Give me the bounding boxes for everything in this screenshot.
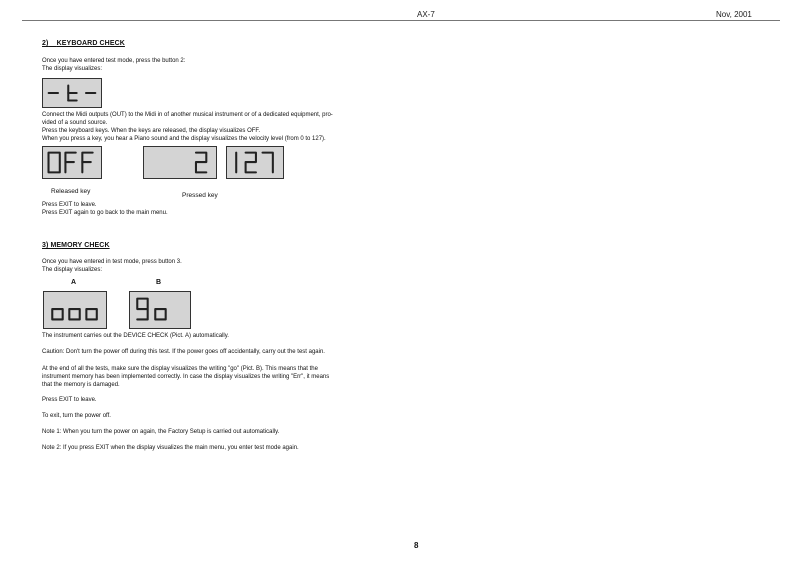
memory-paragraph-10: Note 1: When you turn the power on again, the Factory Setup is carried out automatically.: [42, 429, 280, 435]
memory-paragraph-6: instrument memory has been implemented correctly. In case the display visualizes the writing "Err", it means: [42, 374, 330, 380]
lcd-display-two: [143, 146, 217, 179]
keyboard-paragraph-4: vided of a sound source.: [42, 120, 108, 126]
lcd-segments-off: [43, 147, 101, 178]
memory-paragraph-7: that the memory is damaged.: [42, 382, 120, 388]
keyboard-heading-text: KEYBOARD CHECK: [56, 40, 125, 47]
keyboard-paragraph-7: Press EXIT to leave.: [42, 202, 97, 208]
memory-heading-text: 3) MEMORY CHECK: [42, 242, 110, 249]
keyboard-paragraph-5: Press the keyboard keys. When the keys are released, the display visualizes OFF.: [42, 128, 261, 134]
keyboard-heading-number: 2): [42, 40, 49, 47]
header-date: Nov, 2001: [716, 10, 752, 19]
lcd-segments-velocity: [227, 147, 283, 178]
lcd-segments-two: [144, 147, 216, 178]
pressed-key-caption: Pressed key: [182, 192, 218, 199]
lcd-segments-go: [130, 292, 190, 328]
page-number: 8: [414, 541, 419, 550]
memory-paragraph-1: Once you have entered in test mode, press button 3.: [42, 259, 182, 265]
lcd-display-velocity: [226, 146, 284, 179]
header-model: AX-7: [417, 10, 435, 19]
keyboard-paragraph-2: The display visualizes:: [42, 66, 103, 72]
memory-check-heading: [42, 242, 110, 249]
memory-paragraph-5: At the end of all the tests, make sure the display visualizes the writing "go" (Pict. B). This means that the: [42, 366, 318, 372]
pict-a-label: A: [71, 279, 77, 286]
memory-paragraph-4: Caution: Don't turn the power off during this test. If the power goes off accidentally, carry out the test again.: [42, 349, 325, 355]
memory-paragraph-8: Press EXIT to leave.: [42, 397, 97, 403]
lcd-display-off: [42, 146, 102, 179]
memory-paragraph-2: The display visualizes:: [42, 267, 103, 273]
lcd-segments-device-check: [44, 292, 106, 328]
memory-paragraph-3: The instrument carries out the DEVICE CHECK (Pict. A) automatically.: [42, 333, 229, 339]
lcd-display-go: [129, 291, 191, 329]
memory-paragraph-9: To exit, turn the power off.: [42, 413, 111, 419]
keyboard-paragraph-3: Connect the Midi outputs (OUT) to the Midi in of another musical instrument or of a dedicated equipment, pro-: [42, 112, 333, 118]
keyboard-paragraph-6: When you press a key, you hear a Piano sound and the display visualizes the velocity level (from 0 to 127).: [42, 136, 326, 142]
lcd-display-test: [42, 78, 102, 108]
header-rule: [22, 20, 780, 21]
released-key-caption: Released key: [51, 188, 91, 195]
keyboard-paragraph-1: Once you have entered test mode, press the button 2:: [42, 58, 186, 64]
keyboard-check-heading: [42, 40, 125, 47]
pict-b-label: B: [156, 279, 162, 286]
memory-paragraph-11: Note 2: If you press EXIT when the display visualizes the main menu, you enter test mode again.: [42, 445, 299, 451]
lcd-display-device-check: [43, 291, 107, 329]
keyboard-paragraph-8: Press EXIT again to go back to the main menu.: [42, 210, 168, 216]
lcd-segments-test: [43, 79, 101, 107]
